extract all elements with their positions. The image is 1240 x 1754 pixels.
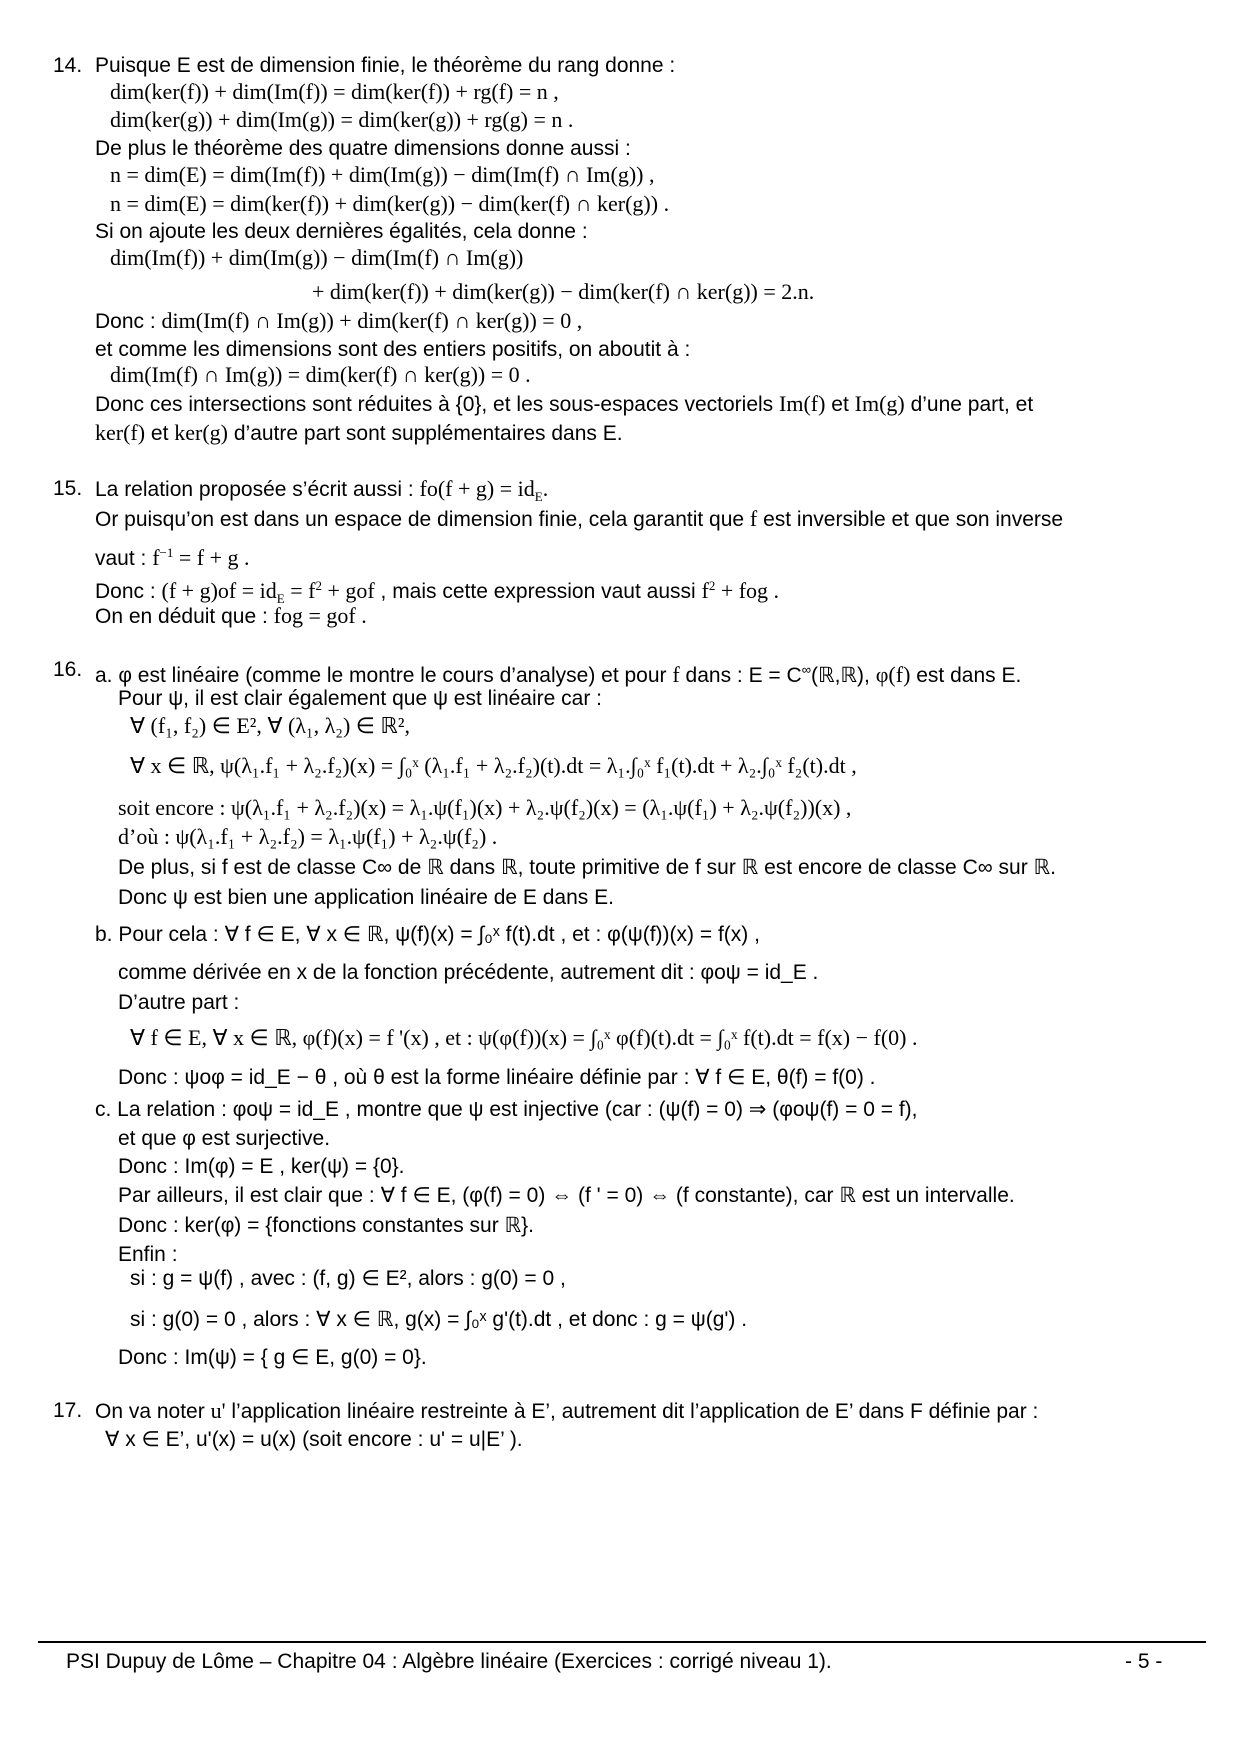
text-line: Donc : ker(φ) = {fonctions constantes sur ℝ}. (118, 1214, 535, 1237)
text-line: La relation proposée s’écrit aussi : $fo(f + g) = id_E$. (95, 476, 549, 505)
text-line: a. φ est linéaire (comme le montre le cours d’analyse) et pour f dans : E = C∞(ℝ,ℝ), φ(f) est dans E. (95, 662, 1022, 687)
text-line: Donc : dim(Im(f) ∩ Im(g)) + dim(ker(f) ∩ ker(g)) = 0 , (95, 308, 583, 333)
text-line: On en déduit que : fog = gof . (95, 603, 367, 628)
text-line: si : g(0) = 0 , alors : ∀ x ∈ ℝ, g(x) = ∫₀ˣ g'(t).dt , et donc : g = ψ(g') . (130, 1308, 748, 1331)
text-line: si : g = ψ(f) , avec : (f, g) ∈ E², alors : g(0) = 0 , (130, 1267, 566, 1290)
formula: soit encore : ψ(λ₁.f₁ + λ₂.f₂)(x) = λ₁.ψ(f₁)(x) + λ₂.ψ(f₂)(x) = (λ₁.ψ(f₁) + λ₂.ψ(f₂))(x) , (118, 795, 852, 820)
formula: ∀ (f₁, f₂) ∈ E², ∀ (λ₁, λ₂) ∈ ℝ², (130, 713, 410, 738)
exercise-number: 16. (53, 658, 83, 681)
formula: n = dim(E) = dim(Im(f)) + dim(Im(g)) − dim(Im(f) ∩ Im(g)) , (110, 162, 655, 187)
exercise-number: 14. (53, 54, 83, 77)
text-line: Donc : ψoφ = id_E − θ , où θ est la forme linéaire définie par : ∀ f ∈ E, θ(f) = f(0) . (118, 1066, 876, 1089)
text-line: De plus, si f est de classe C∞ de ℝ dans ℝ, toute primitive de f sur ℝ est encore de classe C∞ sur ℝ. (118, 856, 1057, 879)
formula: dim(Im(f) ∩ Im(g)) + dim(ker(f) ∩ ker(g)) = 0 , (161, 308, 583, 333)
text-line: Donc : Im(ψ) = { g ∈ E, g(0) = 0}. (118, 1346, 427, 1369)
text-line: ker(f) et ker(g) d’autre part sont supplémentaires dans E. (95, 420, 623, 445)
text-line: Donc : Im(φ) = E , ker(ψ) = {0}. (118, 1155, 405, 1178)
text-line: Donc ces intersections sont réduites à {0}, et les sous-espaces vectoriels Im(f) et Im(g) d’une part, et (95, 391, 1034, 416)
text-line: b. Pour cela : ∀ f ∈ E, ∀ x ∈ ℝ, ψ(f)(x) = ∫₀ˣ f(t).dt , et : φ(ψ(f))(x) = f(x) , (95, 923, 760, 946)
text-line: Si on ajoute les deux dernières égalités, cela donne : (95, 220, 588, 243)
text-line: D’autre part : (118, 991, 240, 1014)
footer-divider (38, 1641, 1206, 1643)
text-line: Pour ψ, il est clair également que ψ est linéaire car : (118, 687, 602, 710)
text-line: Par ailleurs, il est clair que : ∀ f ∈ E, (φ(f) = 0) ⇔ (f ' = 0) ⇔ (f constante), car ℝ est un intervalle. (118, 1184, 1015, 1207)
formula: + dim(ker(f)) + dim(ker(g)) − dim(ker(f) ∩ ker(g)) = 2.n. (312, 279, 815, 304)
formula: dim(Im(f)) + dim(Im(g)) − dim(Im(f) ∩ Im(g)) (110, 245, 524, 270)
formula: dim(Im(f) ∩ Im(g)) = dim(ker(f) ∩ ker(g)) = 0 . (110, 362, 531, 387)
formula: d’où : ψ(λ₁.f₁ + λ₂.f₂) = λ₁.ψ(f₁) + λ₂.ψ(f₂) . (118, 824, 498, 849)
text-line: Puisque E est de dimension finie, le théorème du rang donne : (95, 54, 676, 77)
text-line: ∀ x ∈ E’, u'(x) = u(x) (soit encore : u' = u|E’ ). (105, 1428, 523, 1451)
formula: n = dim(E) = dim(ker(f)) + dim(ker(g)) − dim(ker(f) ∩ ker(g)) . (110, 191, 670, 216)
text-line: On va noter u' l’application linéaire restreinte à E’, autrement dit l’application de E’ dans F définie par : (95, 1398, 1039, 1423)
text-line: comme dérivée en x de la fonction précédente, autrement dit : φoψ = id_E . (118, 961, 819, 984)
text-line: Enfin : (118, 1243, 178, 1266)
exercise-number: 15. (53, 477, 83, 500)
footer-title: PSI Dupuy de Lôme – Chapitre 04 : Algèbre linéaire (Exercices : corrigé niveau 1). (66, 1650, 832, 1673)
formula: dim(ker(g)) + dim(Im(g)) = dim(ker(g)) + rg(g) = n . (110, 107, 574, 132)
exercise-number: 17. (53, 1399, 83, 1422)
text-line: et comme les dimensions sont des entiers positifs, on aboutit à : (95, 338, 691, 361)
formula: ∀ x ∈ ℝ, ψ(λ₁.f₁ + λ₂.f₂)(x) = ∫₀ˣ (λ₁.f₁ + λ₂.f₂)(t).dt = λ₁.∫₀ˣ f₁(t).dt + λ₂.∫₀ˣ f₂(t).dt , (130, 753, 857, 778)
text-line: Donc ψ est bien une application linéaire de E dans E. (118, 886, 614, 909)
text-line: c. La relation : φoψ = id_E , montre que ψ est injective (car : (ψ(f) = 0) ⇒ (φoψ(f) = 0 = f), (95, 1098, 918, 1121)
text-line: et que φ est surjective. (118, 1127, 331, 1150)
text-line: De plus le théorème des quatre dimensions donne aussi : (95, 137, 631, 160)
text-line: vaut : $f^{-1} = f + g$ . (95, 545, 250, 570)
formula: dim(ker(f)) + dim(Im(f)) = dim(ker(f)) + rg(f) = n , (110, 79, 559, 104)
text-line: Or puisqu’on est dans un espace de dimension finie, cela garantit que f est inversible et que son inverse (95, 506, 1064, 531)
text-line: Donc : $(f + g)of = id_E = f^2$ + gof , mais cette expression vaut aussi $f^2$ + fog . (95, 578, 780, 607)
page-number: - 5 - (1125, 1650, 1163, 1673)
formula: ∀ f ∈ E, ∀ x ∈ ℝ, φ(f)(x) = f '(x) , et : ψ(φ(f))(x) = ∫₀ˣ φ(f)(t).dt = ∫₀ˣ f(t).dt = f(x) − f(0) . (130, 1025, 918, 1050)
